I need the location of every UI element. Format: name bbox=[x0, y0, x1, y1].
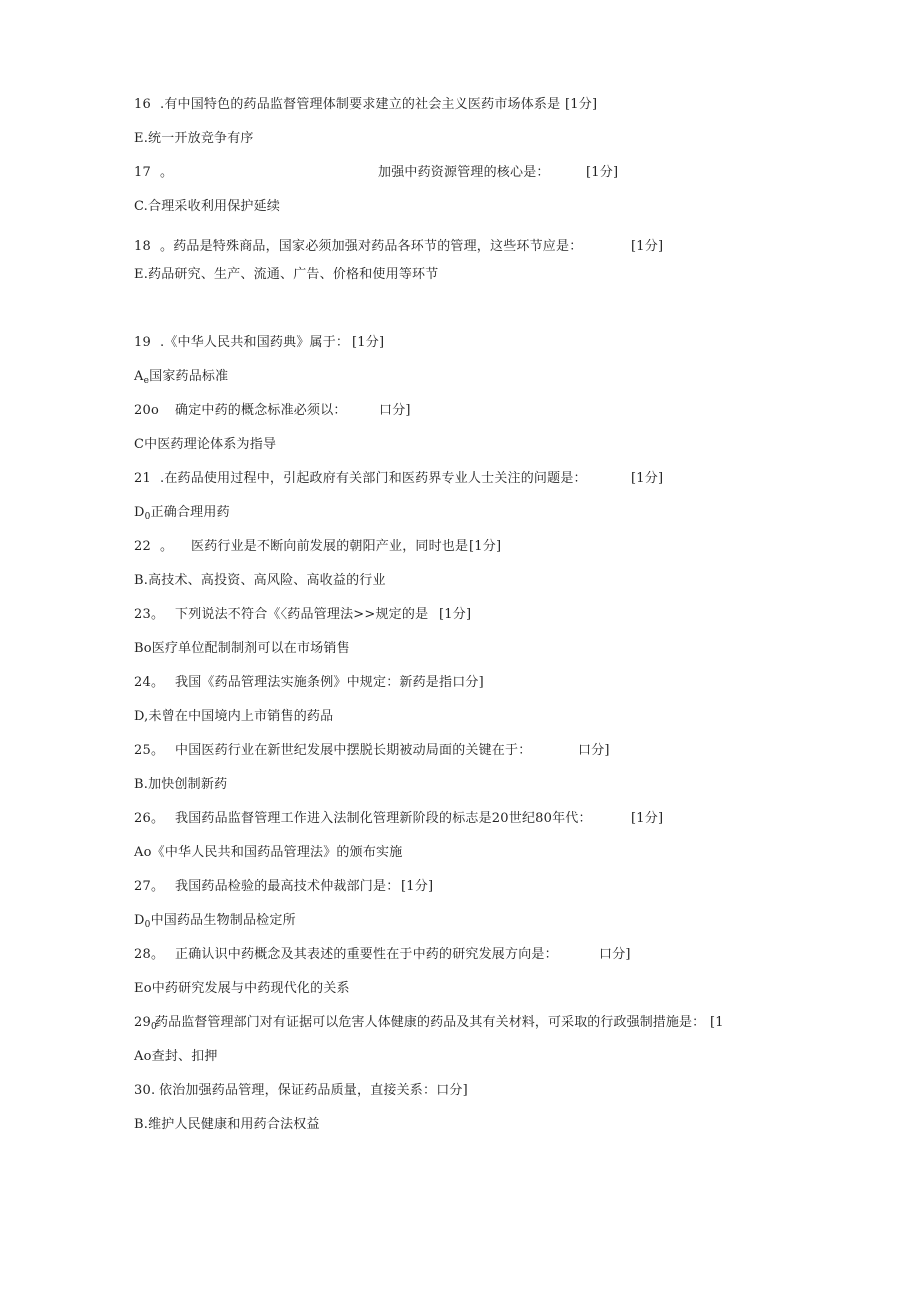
question-stem: 。药品是特殊商品，国家必须加强对药品各环节的管理，这些环节应是： bbox=[160, 239, 583, 254]
question-number-main: 29 bbox=[134, 1015, 151, 1030]
question-number: 30. bbox=[134, 1083, 156, 1098]
question-stem: 我国《药品管理法实施条例》中规定：新药是指口分] bbox=[175, 675, 484, 690]
answer-text: 国家药品标准 bbox=[149, 369, 229, 384]
answer-16: E.统一开放竞争有序 bbox=[134, 131, 254, 146]
question-score: [1分] bbox=[401, 879, 434, 894]
question-number: 25。 bbox=[134, 743, 165, 758]
question-score: [1分] bbox=[631, 471, 664, 486]
question-score: [1分] bbox=[469, 539, 502, 554]
answer-letter: A bbox=[134, 369, 144, 384]
question-mark: 。 bbox=[160, 539, 174, 554]
question-number bbox=[134, 1014, 157, 1032]
answer-21 bbox=[134, 504, 230, 522]
question-score: 口分] bbox=[599, 947, 631, 962]
question-stem: .在药品使用过程中，引起政府有关部门和医药界专业人士关注的问题是： bbox=[160, 471, 587, 486]
answer-subscript: 0 bbox=[144, 920, 151, 930]
question-score: 口分] bbox=[578, 743, 610, 758]
answer-26: Ao《中华人民共和国药品管理法》的颁布实施 bbox=[134, 845, 403, 860]
question-score: [1分] bbox=[586, 165, 619, 180]
answer-20: C中医药理论体系为指导 bbox=[134, 437, 277, 452]
question-stem: 依治加强药品管理，保证药品质量，直接关系：口分] bbox=[159, 1083, 468, 1098]
question-stem: 中国医药行业在新世纪发展中摆脱长期被动局面的关键在于： bbox=[175, 743, 532, 758]
question-number-subscript: 0 bbox=[150, 1022, 157, 1032]
answer-text: 正确合理用药 bbox=[150, 505, 230, 520]
question-score: [1分] bbox=[565, 97, 598, 112]
question-score: [1 bbox=[710, 1015, 724, 1030]
question-stem: 正确认识中药概念及其表述的重要性在于中药的研究发展方向是： bbox=[175, 947, 558, 962]
question-score: [1分] bbox=[439, 607, 472, 622]
answer-letter: D bbox=[134, 913, 145, 928]
answer-27 bbox=[134, 912, 296, 930]
answer-28: Eo中药研究发展与中药现代化的关系 bbox=[134, 981, 350, 996]
question-number: 16 bbox=[134, 97, 151, 112]
question-number: 19 bbox=[134, 335, 151, 350]
answer-subscript: e bbox=[143, 376, 150, 386]
answer-letter: D bbox=[134, 505, 145, 520]
answer-subscript: 0 bbox=[144, 512, 151, 522]
answer-text: 中国药品生物制品检定所 bbox=[150, 913, 296, 928]
question-score: [1分] bbox=[631, 811, 664, 826]
question-mark: 。 bbox=[160, 165, 174, 180]
question-score: [1分] bbox=[352, 335, 385, 350]
answer-22: B.高技术、高投资、高风险、高收益的行业 bbox=[134, 573, 386, 588]
question-number: 26。 bbox=[134, 811, 165, 826]
question-stem: 药品监督管理部门对有证据可以危害人体健康的药品及其有关材料，可采取的行政强制措施是： bbox=[155, 1015, 706, 1030]
answer-29: Ao查封、扣押 bbox=[134, 1049, 218, 1064]
answer-17: C.合理采收利用保护延续 bbox=[134, 199, 281, 214]
answer-23: Bo医疗单位配制制剂可以在市场销售 bbox=[134, 641, 350, 656]
answer-24: D,未曾在中国境内上市销售的药品 bbox=[134, 709, 334, 724]
question-stem: .有中国特色的药品监督管理体制要求建立的社会主义医药市场体系是 bbox=[160, 97, 561, 112]
question-stem: 医药行业是不断向前发展的朝阳产业，同时也是 bbox=[191, 539, 469, 554]
question-stem: 下列说法不符合《〈药品管理法>>规定的是 bbox=[175, 607, 429, 622]
answer-19 bbox=[134, 368, 228, 386]
question-number: 27。 bbox=[134, 879, 165, 894]
question-number: 28。 bbox=[134, 947, 165, 962]
question-number: 22 bbox=[134, 539, 151, 554]
question-stem: 确定中药的概念标准必须以： bbox=[175, 403, 347, 418]
question-stem: 我国药品监督管理工作进入法制化管理新阶段的标志是20世纪80年代： bbox=[175, 811, 592, 826]
question-number: 21 bbox=[134, 471, 151, 486]
question-number: 18 bbox=[134, 239, 151, 254]
question-score: 口分] bbox=[379, 403, 411, 418]
question-stem: .《中华人民共和国药典》属于： bbox=[160, 335, 350, 350]
question-number: 24。 bbox=[134, 675, 165, 690]
question-stem: 加强中药资源管理的核心是： bbox=[378, 165, 550, 180]
question-number: 23。 bbox=[134, 607, 165, 622]
answer-30: B.维护人民健康和用药合法权益 bbox=[134, 1117, 320, 1132]
answer-18: E.药品研究、生产、流通、广告、价格和使用等环节 bbox=[134, 267, 439, 282]
question-score: [1分] bbox=[631, 239, 664, 254]
question-number: 17 bbox=[134, 165, 151, 180]
answer-25: B.加快创制新药 bbox=[134, 777, 228, 792]
question-stem: 我国药品检验的最高技术仲裁部门是： bbox=[175, 879, 400, 894]
question-number: 20o bbox=[134, 403, 159, 418]
